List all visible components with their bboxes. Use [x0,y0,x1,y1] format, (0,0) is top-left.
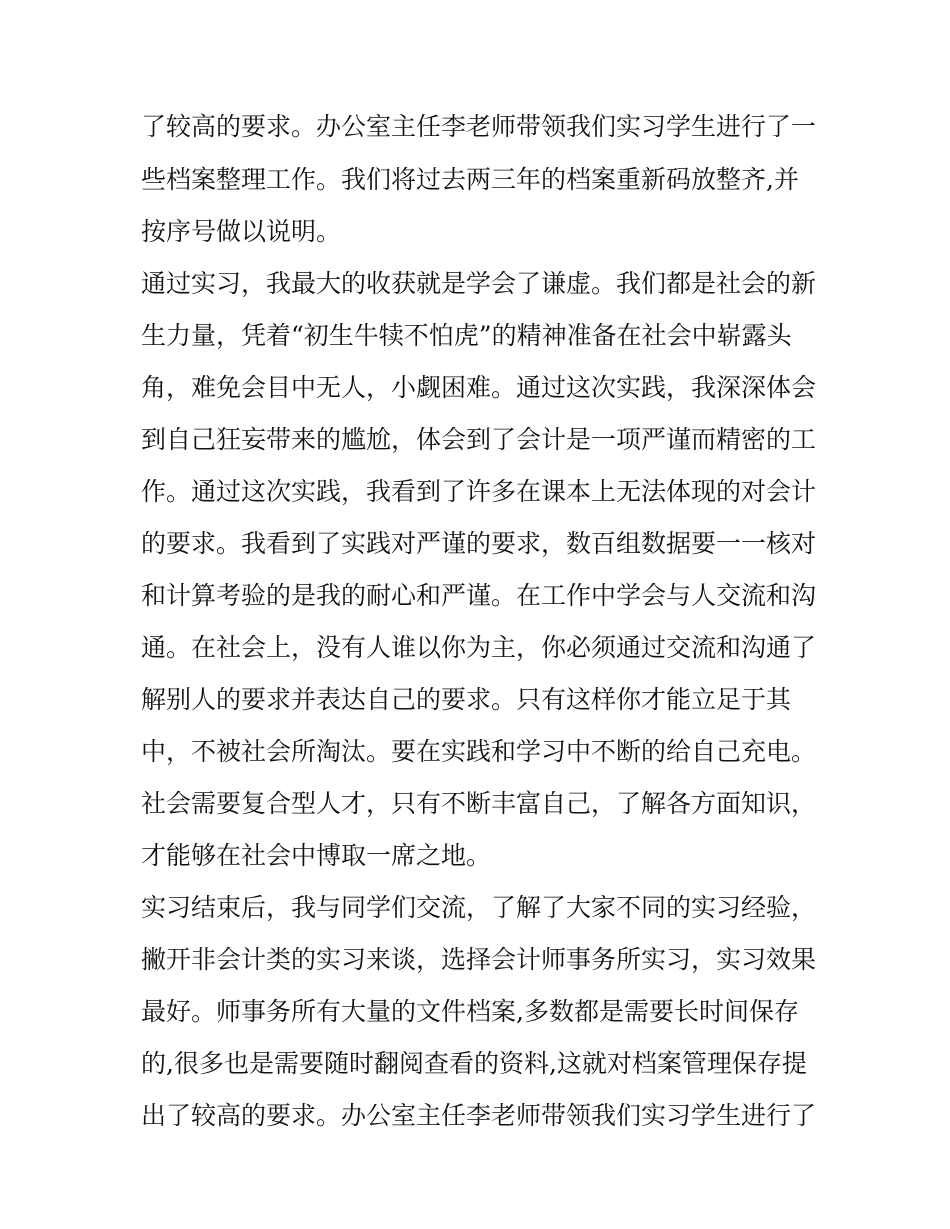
text-line: 解别人的要求并表达自己的要求。只有这样你才能立足于其 [141,685,792,714]
text-line: 中，不被社会所淘汰。要在实践和学习中不断的给自己充电。 [141,737,817,766]
text-line: 实习结束后，我与同学们交流，了解了大家不同的实习经验， [141,893,817,922]
text-line: 些档案整理工作。我们将过去两三年的档案重新码放整齐,并 [141,165,799,194]
text-line: 最好。师事务所有大量的文件档案,多数都是需要长时间保存 [141,997,799,1026]
text-line: 的要求。我看到了实践对严谨的要求，数百组数据要一一核对 [141,529,817,558]
text-line: 和计算考验的是我的耐心和严谨。在工作中学会与人交流和沟 [141,581,817,610]
text-line: 才能够在社会中博取一席之地。 [141,841,492,870]
text-line: 社会需要复合型人才，只有不断丰富自己，了解各方面知识， [141,789,817,818]
text-line: 生力量，凭着“初生牛犊不怕虎”的精神准备在社会中崭露头 [141,321,792,350]
text-line: 的,很多也是需要随时翻阅查看的资料,这就对档案管理保存提 [141,1049,807,1078]
text-line: 到自己狂妄带来的尴尬，体会到了会计是一项严谨而精密的工 [141,425,817,454]
text-line: 作。通过这次实践，我看到了许多在课本上无法体现的对会计 [141,477,817,506]
text-line: 撇开非会计类的实习来谈，选择会计师事务所实习，实习效果 [141,945,817,974]
text-line: 通。在社会上，没有人谁以你为主，你必须通过交流和沟通了 [141,633,817,662]
text-line: 通过实习，我最大的收获就是学会了谦虚。我们都是社会的新 [141,269,817,298]
text-line: 角，难免会目中无人，小觑困难。通过这次实践，我深深体会 [141,373,817,402]
text-line: 出了较高的要求。办公室主任李老师带领我们实习学生进行了 [141,1101,817,1130]
text-line: 按序号做以说明。 [141,217,342,246]
text-line: 了较高的要求。办公室主任李老师带领我们实习学生进行了一 [141,112,817,141]
